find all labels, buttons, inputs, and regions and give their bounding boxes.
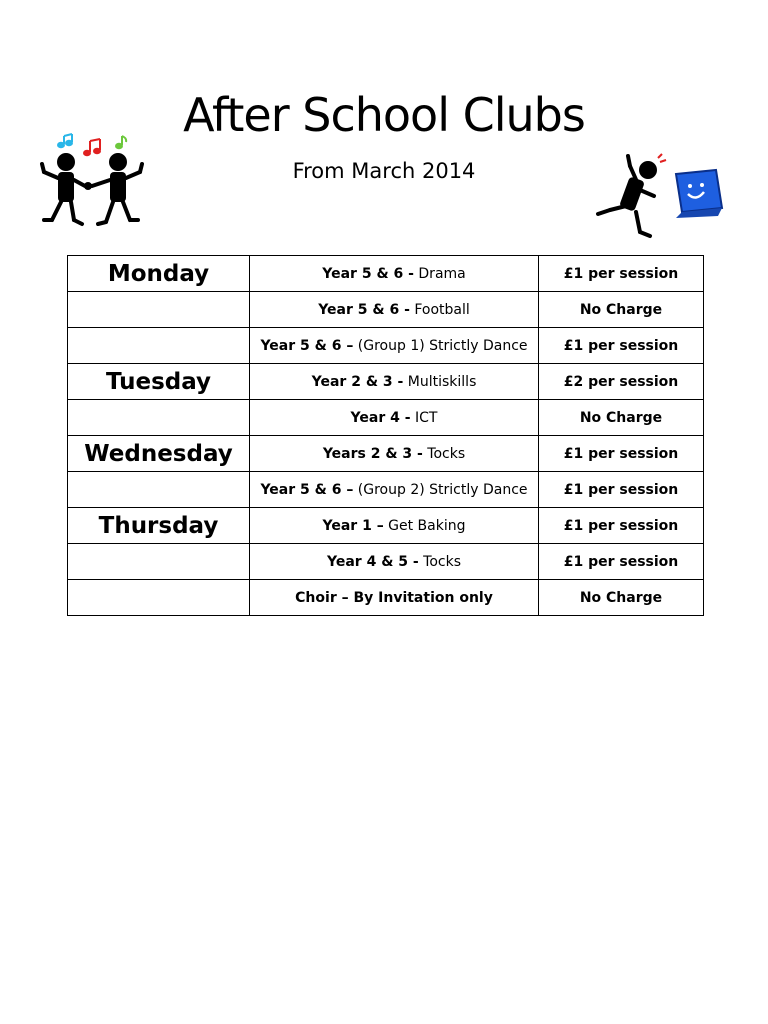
price-cell: No Charge: [539, 400, 704, 436]
club-cell: [250, 256, 539, 292]
club-cell: [250, 472, 539, 508]
price-cell: £1 per session: [539, 328, 704, 364]
table-row: [68, 256, 704, 292]
table-row: [68, 544, 704, 580]
table-row: [68, 400, 704, 436]
club-name: Drama: [413, 265, 466, 282]
day-cell: Tuesday: [68, 364, 250, 400]
table-row: [68, 292, 704, 328]
table-row: [68, 328, 704, 364]
year-group: Year 5 & 6 –: [260, 337, 354, 354]
day-cell: Thursday: [68, 508, 250, 544]
price-cell: £1 per session: [539, 544, 704, 580]
club-name: Tocks: [418, 553, 461, 570]
day-cell: Monday: [68, 256, 250, 292]
year-group: Year 5 & 6 -: [318, 301, 410, 318]
day-cell: [68, 580, 250, 616]
day-cell: Wednesday: [68, 436, 250, 472]
price-cell: £2 per session: [539, 364, 704, 400]
price-cell: £1 per session: [539, 256, 704, 292]
club-cell: [250, 544, 539, 580]
club-cell: [250, 436, 539, 472]
price-cell: £1 per session: [539, 436, 704, 472]
year-group: Year 4 & 5 -: [327, 553, 419, 570]
day-cell: [68, 328, 250, 364]
computer-figure-clipart: [586, 148, 726, 248]
year-group: Years 2 & 3 -: [322, 445, 423, 462]
table-row: [68, 436, 704, 472]
year-group: Choir – By Invitation only: [295, 589, 493, 606]
club-name: Get Baking: [383, 517, 466, 534]
year-group: Year 5 & 6 –: [260, 481, 354, 498]
table-row: [68, 580, 704, 616]
year-group: Year 1 –: [322, 517, 384, 534]
club-cell: [250, 400, 539, 436]
year-group: Year 4 -: [350, 409, 411, 426]
price-cell: £1 per session: [539, 508, 704, 544]
club-cell: [250, 292, 539, 328]
club-name: Tocks: [422, 445, 466, 462]
page-title: After School Clubs: [183, 88, 585, 142]
price-cell: No Charge: [539, 580, 704, 616]
club-name: (Group 2) Strictly Dance: [353, 481, 528, 498]
page-subtitle: From March 2014: [292, 159, 476, 183]
computer-icon: [676, 170, 722, 218]
music-note-icon: [84, 139, 100, 155]
club-name: Multiskills: [403, 373, 477, 390]
alert-lines-icon: [658, 154, 666, 162]
day-cell: [68, 544, 250, 580]
joined-hands-icon: [84, 182, 92, 190]
price-cell: £1 per session: [539, 472, 704, 508]
price-cell: No Charge: [539, 292, 704, 328]
clubs-table: [67, 255, 704, 616]
club-name: Football: [409, 301, 470, 318]
year-group: Year 2 & 3 -: [311, 373, 404, 390]
club-cell: [250, 508, 539, 544]
table-row: [68, 472, 704, 508]
table-row: [68, 508, 704, 544]
day-cell: [68, 400, 250, 436]
club-name: (Group 1) Strictly Dance: [353, 337, 528, 354]
club-cell: [250, 364, 539, 400]
day-cell: [68, 292, 250, 328]
club-name: ICT: [410, 409, 438, 426]
year-group: Year 5 & 6 -: [322, 265, 414, 282]
club-cell: [250, 580, 539, 616]
running-figure-icon: [598, 156, 655, 236]
club-cell: [250, 328, 539, 364]
table-row: [68, 364, 704, 400]
day-cell: [68, 472, 250, 508]
